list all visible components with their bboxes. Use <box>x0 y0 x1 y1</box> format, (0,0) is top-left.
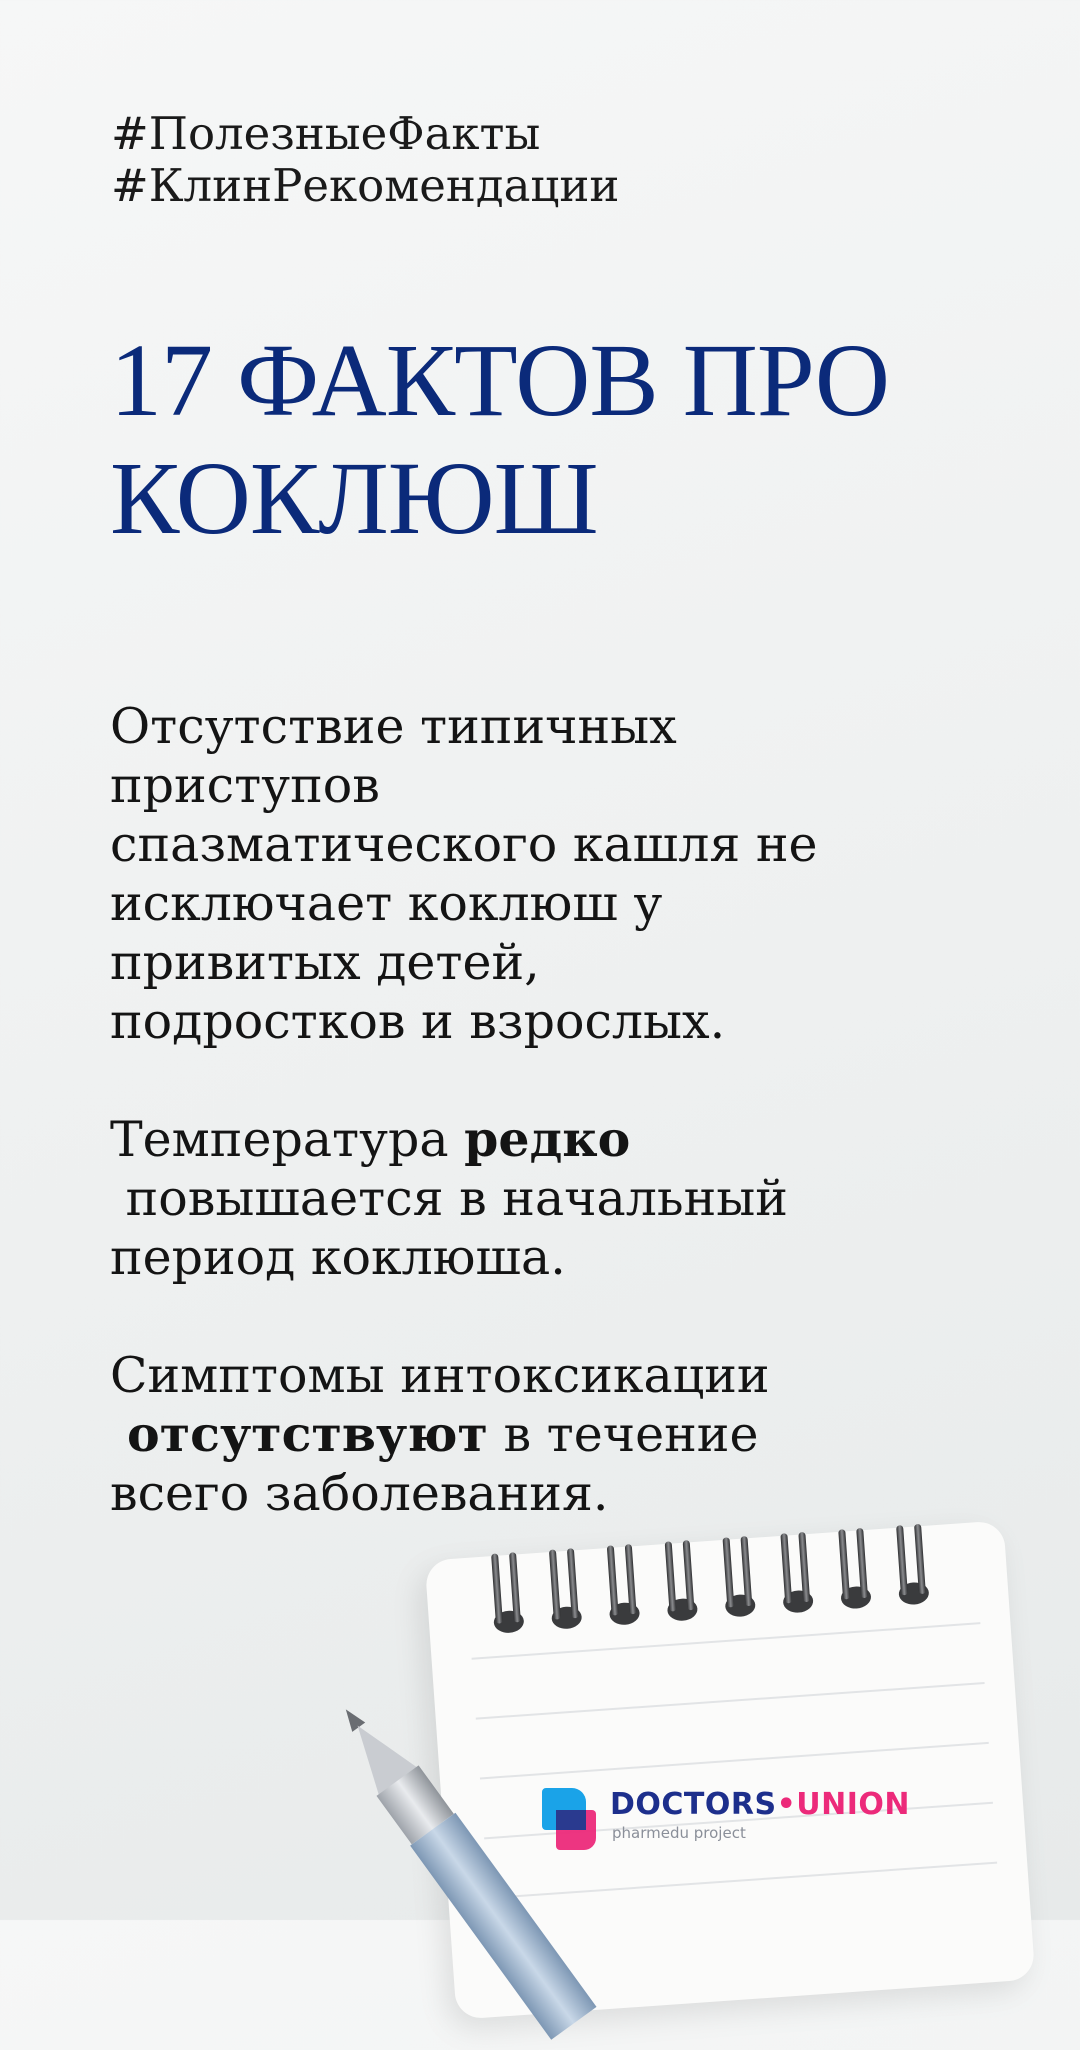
spiral-ring <box>545 1548 584 1630</box>
spiral-ring <box>487 1552 526 1634</box>
spiral-ring <box>661 1540 700 1622</box>
doctors-union-logo <box>542 1786 922 1856</box>
fact-3-line-1: Симптомы интоксикации <box>110 1347 770 1404</box>
fact-3-line-3: всего заболевания. <box>110 1465 609 1522</box>
brand-name <box>610 1788 910 1822</box>
facts-list <box>110 697 870 1582</box>
fact-1-line-2: приступов <box>110 757 380 814</box>
fact-2-line-1 <box>110 1110 870 1169</box>
fact-1-line-4: исключает коклюш у <box>110 875 663 932</box>
notepad-rule <box>488 1862 997 1900</box>
title-line-2: КОКЛЮШ <box>110 441 598 556</box>
fact-item-1 <box>110 697 870 1051</box>
brand-name-part-1: DOCTORS <box>610 1787 777 1822</box>
fact-2-line-2: повышается в начальный <box>110 1170 788 1227</box>
spiral-ring <box>892 1523 931 1605</box>
notepad-rule <box>480 1742 989 1780</box>
fact-1-line-5: привитых детей, <box>110 934 540 991</box>
spiral-ring <box>603 1544 642 1626</box>
title-line-1: 17 ФАКТОВ ПРО <box>110 323 890 438</box>
fact-3-suffix: в течение <box>487 1406 759 1463</box>
spiral-ring <box>776 1532 815 1614</box>
fact-1-line-3: спазматического кашля не <box>110 816 818 873</box>
brand-separator: • <box>776 1787 797 1822</box>
brand-name-part-2: UNION <box>796 1787 911 1822</box>
fact-2-line-3: период коклюша. <box>110 1229 566 1286</box>
fact-1-line-1: Отсутствие типичных <box>110 698 677 755</box>
brand-mark-icon <box>542 1788 598 1850</box>
fact-2-emphasis: редко <box>464 1110 631 1168</box>
brand-subtitle: pharmedu project <box>612 1824 746 1842</box>
fact-3-emphasis: отсутствуют <box>110 1405 488 1463</box>
notepad-rule <box>476 1682 985 1720</box>
fact-item-2 <box>110 1110 870 1287</box>
hashtags <box>111 108 619 212</box>
spiral-ring <box>834 1528 873 1610</box>
hashtag-useful-facts: #ПолезныеФакты <box>111 107 541 160</box>
fact-1-line-6: подростков и взрослых. <box>110 993 726 1050</box>
fact-item-3 <box>110 1346 870 1523</box>
hashtag-clinical-recommendations: #КлинРекомендации <box>111 159 620 212</box>
spiral-ring <box>719 1536 758 1618</box>
fact-2-prefix: Температура <box>110 1111 465 1168</box>
fact-3-line-2 <box>110 1405 870 1464</box>
page-title <box>110 322 1010 558</box>
